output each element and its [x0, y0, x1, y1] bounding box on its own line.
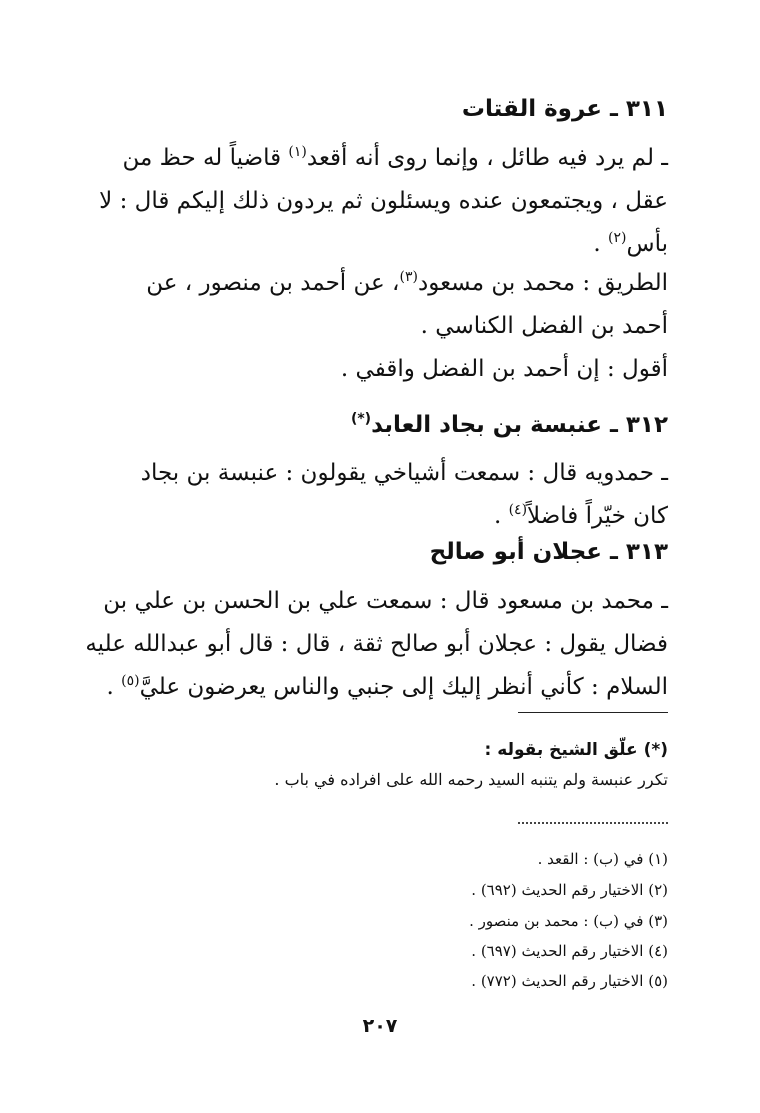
footnote-ref-5: (٥)	[121, 673, 140, 689]
text-line: ـ لم يرد فيه طائل ، وإنما روى أنه أقعد$^{(١)}$ قاضياً له حظ من	[122, 144, 668, 171]
text-line: بأس$^{(٢)}$ .	[593, 230, 668, 257]
footnote-ref-3: (٣)	[399, 269, 418, 285]
text-line: عقل ، ويجتمعون عنده ويسئلون ثم يردون ذلك إليكم قال : لا	[99, 188, 668, 214]
entry-311-comment	[92, 348, 668, 391]
footnote-separator	[518, 822, 668, 824]
page-number: ٢٠٧	[362, 1015, 398, 1037]
text-line: كان خيّراً فاضلاً$^{(٤)}$ .	[493, 502, 668, 529]
note-separator	[518, 712, 668, 713]
entry-313-text	[85, 580, 668, 709]
text-line: أقول : إن أحمد بن الفضل واقفي .	[340, 356, 668, 382]
editor-note-text: تكرر عنبسة ولم يتنبه السيد رحمه الله على افراده في باب .	[274, 770, 668, 789]
footnote-5: (٥) الاختيار رقم الحديث (٧٧٢) .	[471, 972, 668, 990]
text-line: أحمد بن الفضل الكناسي .	[420, 313, 668, 339]
footnote-4: (٤) الاختيار رقم الحديث (٦٩٧) .	[471, 942, 668, 960]
footnote-3: (٣) في (ب) : محمد بن منصور .	[469, 912, 668, 930]
entry-311-text	[92, 137, 668, 266]
footnote-1: (١) في (ب) : القعد .	[537, 850, 668, 868]
text-line: ـ محمد بن مسعود قال : سمعت علي بن الحسن بن علي بن	[103, 588, 668, 614]
text-line: فضال يقول : عجلان أبو صالح ثقة ، قال : قال أبو عبدالله عليه	[85, 631, 668, 657]
entry-312-text	[92, 452, 668, 538]
footnote-ref-4: (٤)	[508, 502, 528, 518]
footnote-2: (٢) الاختيار رقم الحديث (٦٩٢) .	[471, 881, 668, 899]
text-line: ـ حمدويه قال : سمعت أشياخي يقولون : عنبسة بن بجاد	[140, 460, 668, 486]
text-line: الطريق : محمد بن مسعود$^{(٣)}$، عن أحمد بن منصور ، عن	[146, 269, 668, 296]
text-line: السلام : كأني أنظر إليك إلى جنبي والناس يعرضون عليَّ$^{(٥)}$ .	[106, 673, 668, 700]
editor-note-heading: (*) علّق الشيخ بقوله :	[484, 740, 668, 760]
entry-311-heading: ٣١١ ـ عروة القتات	[461, 96, 668, 122]
editor-note-ref: (*)	[350, 411, 372, 427]
entry-312-heading: ٣١٢ ـ عنبسة بن بجاد العابد(*)	[350, 411, 668, 438]
entry-313-heading: ٣١٣ ـ عجلان أبو صالح	[429, 539, 668, 565]
footnote-ref-1: (١)	[288, 144, 307, 160]
entry-311-chain	[92, 262, 668, 348]
footnote-ref-2: (٢)	[608, 230, 627, 246]
